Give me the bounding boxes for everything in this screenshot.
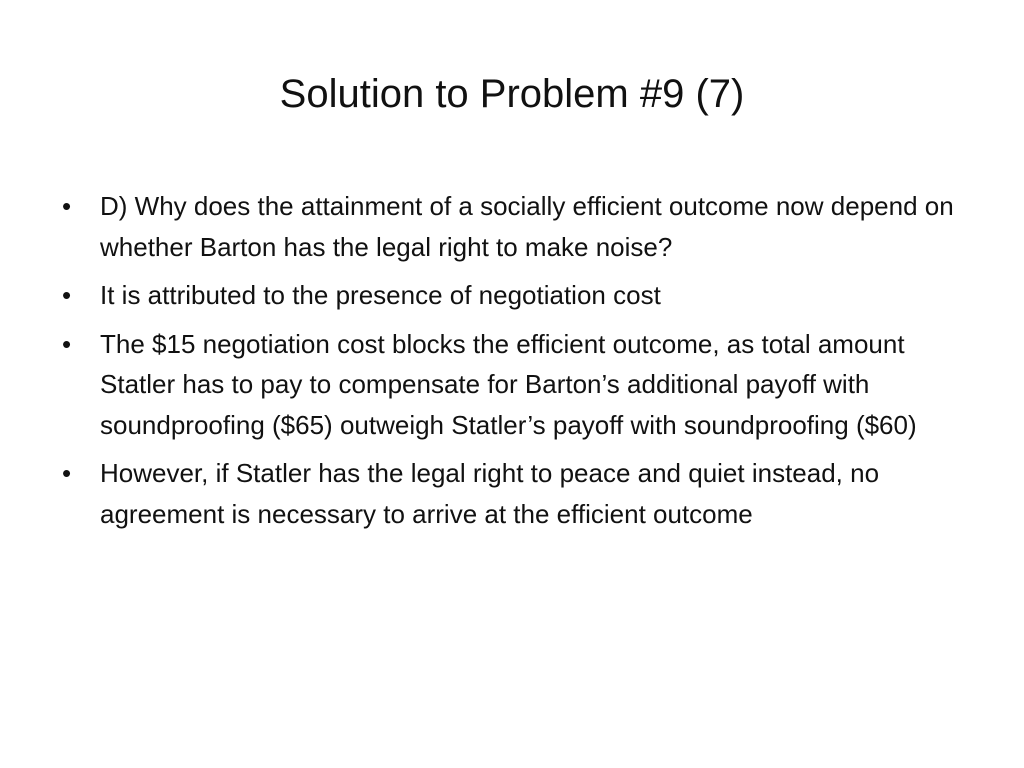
bullet-text: The $15 negotiation cost blocks the efficient outcome, as total amount Statler has to pay to compensate for Barton’s additional payoff with soundproofing ($65) outweigh Statler’s payoff with soundproofing ($60) [100, 328, 917, 440]
slide-title: Solution to Problem #9 (7) [279, 72, 745, 116]
bullet-text: However, if Statler has the legal right to peace and quiet instead, no agreement is necessary to arrive at the efficient outcome [100, 458, 880, 529]
bullet-item [62, 186, 972, 267]
bullet-marker: • [62, 280, 72, 310]
bullet-item [62, 275, 972, 316]
bullet-marker: • [62, 458, 72, 488]
bullet-marker: • [62, 191, 72, 221]
bullet-list [62, 186, 972, 542]
bullet-text: D) Why does the attainment of a socially efficient outcome now depend on whether Barton has the legal right to make noise? [100, 191, 954, 262]
bullet-item [62, 324, 972, 446]
bullet-item [62, 453, 972, 534]
bullet-text: It is attributed to the presence of negotiation cost [100, 280, 661, 310]
bullet-marker: • [62, 328, 72, 359]
